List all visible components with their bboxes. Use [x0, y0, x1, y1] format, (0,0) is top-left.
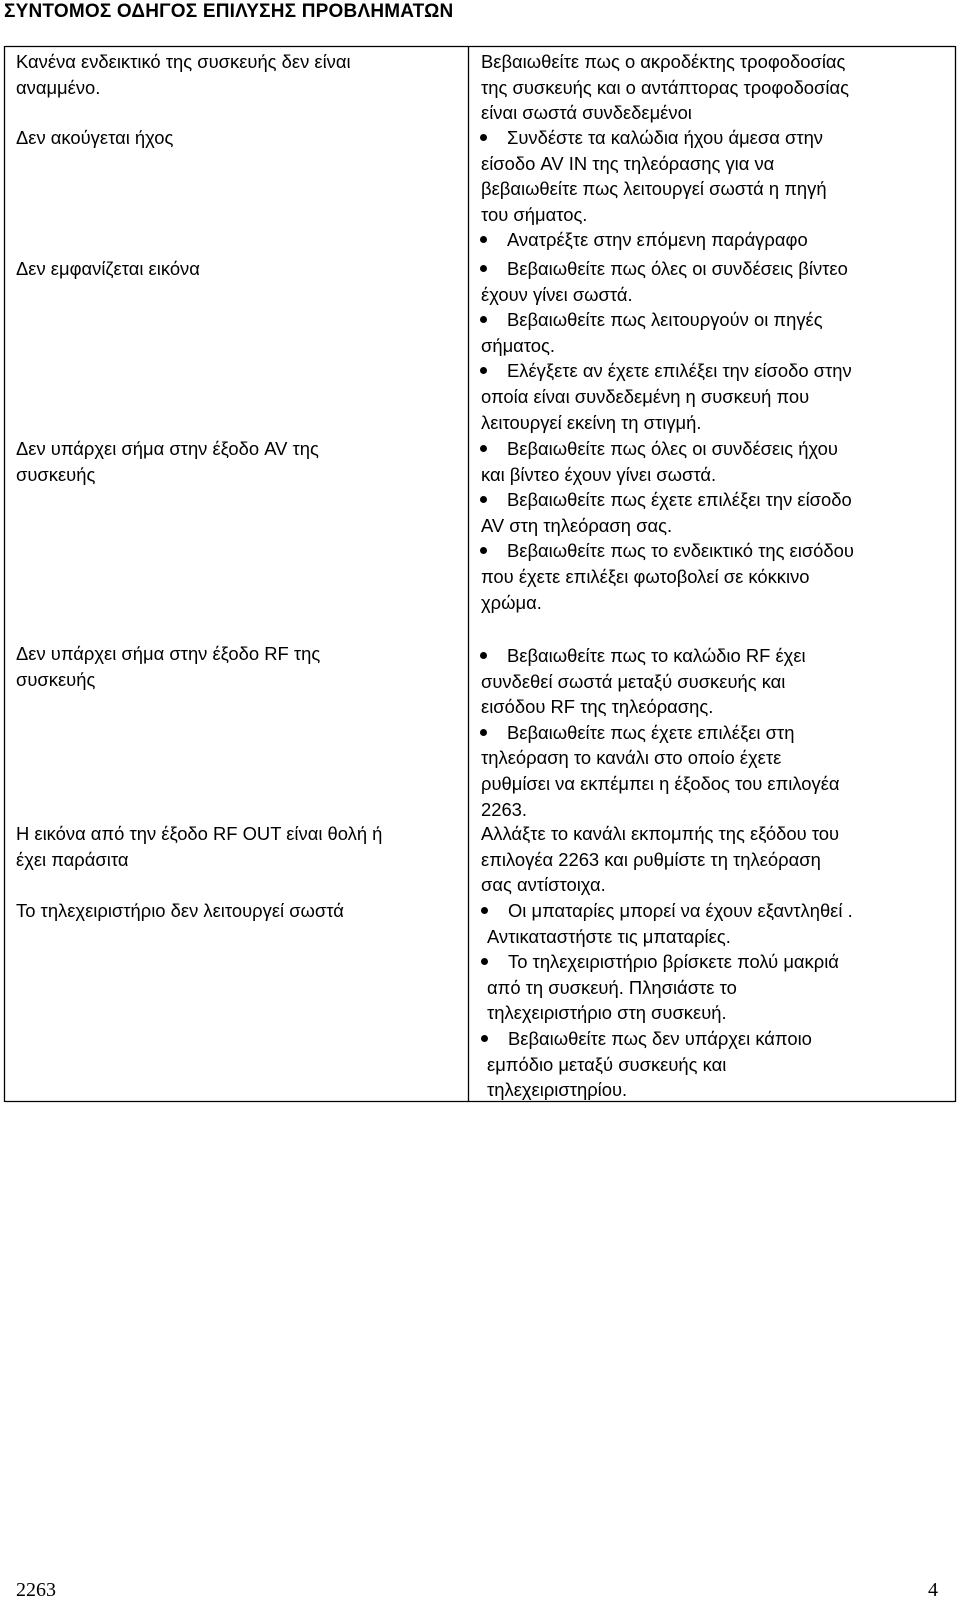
problem-no-av-signal: Δεν υπάρχει σήμα στην έξοδο AV της συσκευής — [16, 438, 319, 485]
problem-no-picture: Δεν εμφανίζεται εικόνα — [16, 258, 200, 279]
problem-no-rf-signal: Δεν υπάρχει σήμα στην έξοδο RF της συσκευής — [16, 643, 321, 690]
solution-no-sound: Συνδέστε τα καλώδια ήχου άμεσα στην είσοδο AV IN της τηλεόρασης για να βεβαιωθείτε πως λειτουργεί σωστά η πηγή του σήματος. Ανατρέξτε στην επόμενη παράγραφο — [481, 125, 827, 253]
problem-blurry-rf: Η εικόνα από την έξοδο RF OUT είναι θολή ή έχει παράσιτα — [16, 823, 383, 870]
page-number: 4 — [928, 1579, 938, 1601]
page-title: ΣΥΝΤΟΜΟΣ ΟΔΗΓΟΣ ΕΠΙΛΥΣΗΣ ΠΡΟΒΛΗΜΑΤΩΝ — [4, 1, 454, 22]
solution-no-picture: Βεβαιωθείτε πως όλες οι συνδέσεις βίντεο έχουν γίνει σωστά. Βεβαιωθείτε πως λειτουργούν οι πηγές σήματος. Ελέγξετε αν έχετε επιλέξει την είσοδο στην οποία είναι συνδεδεμένη η συσκευή που λειτουργεί εκείνη τη στιγμή. — [481, 258, 852, 433]
solution-remote: Οι μπαταρίες μπορεί να έχουν εξαντληθεί . Αντικαταστήστε τις μπαταρίες. Το τηλεχειριστήριο βρίσκετε πολύ μακριά από τη συσκευή. Πλησιάστε το τηλεχειριστήριο στη συσκευή. Βεβαιωθείτε πως δεν υπάρχει κάποιο εμπόδιο μεταξύ συσκευής και τηλεχειριστηρίου. — [487, 900, 853, 1101]
solution-power: Βεβαιωθείτε πως ο ακροδέκτης τροφοδοσίας της συσκευής και ο αντάπτορας τροφοδοσίας είναι σωστά συνδεδεμένοι — [481, 51, 849, 124]
problem-no-indicator: Κανένα ενδεικτικό της συσκευής δεν είναι αναμμένο. — [16, 51, 351, 98]
problem-no-sound: Δεν ακούγεται ήχος — [16, 127, 174, 148]
solution-blurry-rf: Αλλάξτε το κανάλι εκπομπής της εξόδου του επιλογέα 2263 και ρυθμίστε τη τηλεόραση σας αντίστοιχα. — [481, 823, 840, 896]
solution-no-av-signal: Βεβαιωθείτε πως όλες οι συνδέσεις ήχου και βίντεο έχουν γίνει σωστά. Βεβαιωθείτε πως έχετε επιλέξει την είσοδο AV στη τηλεόραση σας. Βεβαιωθείτε πως το ενδεικτικό της εισόδου που έχετε επιλέξει φωτοβολεί σε κόκκινο χρώμα. — [481, 438, 854, 613]
footer-model: 2263 — [16, 1579, 56, 1601]
solution-no-rf-signal: Βεβαιωθείτε πως το καλώδιο RF έχει συνδεθεί σωστά μεταξύ συσκευής και εισόδου RF της τηλεόρασης. Βεβαιωθείτε πως έχετε επιλέξει στη τηλεόραση το κανάλι στο οποίο έχετε ρυθμίσει να εκπέμπει η έξοδος του επιλογέα 2263. — [481, 645, 840, 820]
problem-remote: Το τηλεχειριστήριο δεν λειτουργεί σωστά — [16, 900, 344, 921]
